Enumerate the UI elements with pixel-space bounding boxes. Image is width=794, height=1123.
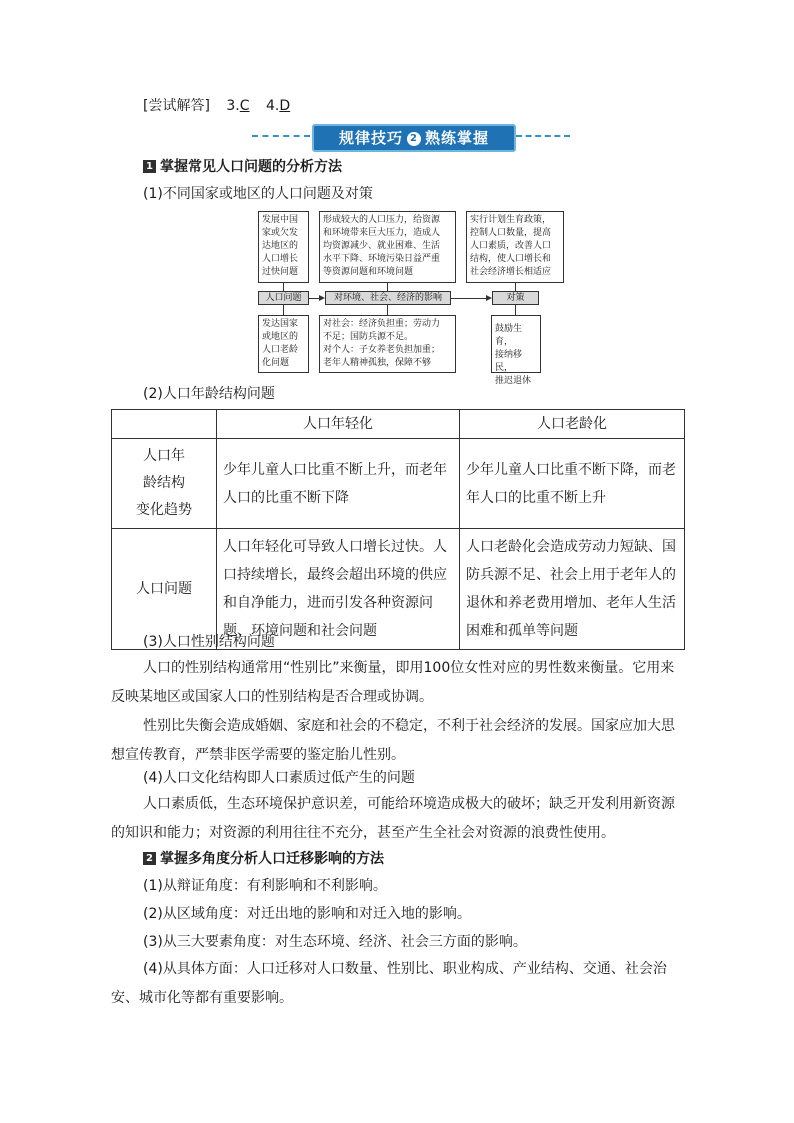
box-developed-policy: 鼓励生育， 接纳移民， 推迟退休	[491, 315, 541, 373]
list-item: (1)从辩证角度：有利影响和不利影响。	[143, 878, 387, 894]
box-developing-effect: 形成较大的人口压力，给资源 和环境带来巨大压力，造成人 均资源减少、就业困难、生活 水平下降、环境污染日益严重 等资源问题和环境问题	[319, 211, 456, 283]
section-1-title: 掌握常见人口问题的分析方法	[160, 159, 342, 175]
section-2-title: 掌握多角度分析人口迁移影响的方法	[160, 851, 384, 867]
banner-text-right: 熟练掌握	[425, 129, 490, 147]
arrow-line	[451, 298, 488, 299]
cell-trend-old: 少年儿童人口比重不断下降，而老年人口的比重不断上升	[460, 439, 685, 529]
subheading-4: (4)人口文化结构即人口素质过低产生的问题	[143, 770, 415, 786]
connector	[387, 305, 388, 315]
row-label-problem: 人口问题	[112, 529, 217, 650]
subheading-3: (3)人口性别结构问题	[143, 634, 275, 650]
cell-problem-young: 人口年轻化可导致人口增长过快。人口持续增长，最终会超出环境的供应和自净能力，进而引发各种资源问题、环境问题和社会问题	[217, 529, 460, 650]
box-developing-country: 发展中国 家或欠发 达地区的 人口增长 过快问题	[258, 211, 309, 283]
connector	[387, 283, 388, 291]
box-developing-policy: 实行计划生育政策， 控制人口数量，提高 人口素质，改善人口 结构，使人口增长和 社会经济增长相适应	[466, 211, 564, 283]
bar-population-problem: 人口问题	[258, 291, 309, 305]
section-banner	[312, 124, 516, 152]
cell-trend-young: 少年儿童人口比重不断上升，而老年人口的比重不断下降	[217, 439, 460, 529]
subheading-1: (1)不同国家或地区的人口问题及对策	[143, 186, 373, 202]
box-developed-effect: 对社会：经济负担重；劳动力 不足；国防兵源不足。 对个人：子女养老负担加重； 老年人精神孤独，保障不够	[319, 315, 456, 373]
cell-problem-old: 人口老龄化会造成劳动力短缺、国防兵源不足、社会上用于老年人的退休和养老费用增加、老年人生活困难和孤单等问题	[460, 529, 685, 650]
list-item: (2)从区域角度：对迁出地的影响和对迁入地的影响。	[143, 906, 471, 922]
table-row	[112, 439, 685, 529]
connector	[515, 305, 516, 315]
table-header-row	[112, 410, 685, 439]
answer-4: 4.D	[265, 98, 291, 114]
banner-dash-left	[252, 135, 310, 137]
answer-line	[143, 96, 290, 116]
banner-text-left: 规律技巧	[338, 129, 403, 147]
section-1-number: 1	[143, 160, 156, 173]
bar-policy: 对策	[492, 291, 539, 305]
list-item: (4)从具体方面：人口迁移对人口数量、性别比、职业构成、产业结构、交通、社会治安、城市化等都有重要影响。	[111, 961, 667, 1006]
table-header-young: 人口年轻化	[217, 410, 460, 439]
banner-number-badge: 2	[407, 132, 421, 146]
answer-label: [尝试解答]	[143, 98, 210, 114]
paragraph-population-quality: 人口素质低，生态环境保护意识差，可能给环境造成极大的破坏；缺乏开发利用新资源的知识和能力；对资源的利用往往不充分，甚至产生全社会对资源的浪费性使用。	[111, 796, 675, 841]
row-label-trend: 人口年 龄结构 变化趋势	[112, 439, 217, 529]
paragraph-sex-imbalance: 性别比失衡会造成婚姻、家庭和社会的不稳定，不利于社会经济的发展。国家应加大思想宣传教育，严禁非医学需要的鉴定胎儿性别。	[111, 718, 675, 763]
banner-dash-right	[516, 135, 570, 137]
age-structure-table	[111, 409, 685, 650]
subheading-2: (2)人口年龄结构问题	[143, 386, 275, 402]
connector	[283, 283, 284, 291]
connector	[283, 305, 284, 315]
answer-3: 3.C	[226, 98, 250, 114]
list-item: (3)从三大要素角度：对生态环境、经济、社会三方面的影响。	[143, 934, 527, 950]
table-header-old: 人口老龄化	[460, 410, 685, 439]
bar-effects: 对环境、社会、经济的影响	[325, 291, 451, 305]
section-2-number: 2	[143, 852, 156, 865]
table-header-empty	[112, 410, 217, 439]
paragraph-sex-ratio: 人口的性别结构通常用“性别比”来衡量，即用100位女性对应的男性数来衡量。它用来反映某地区或国家人口的性别结构是否合理或协调。	[111, 660, 675, 705]
box-developed-country: 发达国家 或地区的 人口老龄 化问题	[258, 315, 309, 373]
connector	[515, 283, 516, 291]
